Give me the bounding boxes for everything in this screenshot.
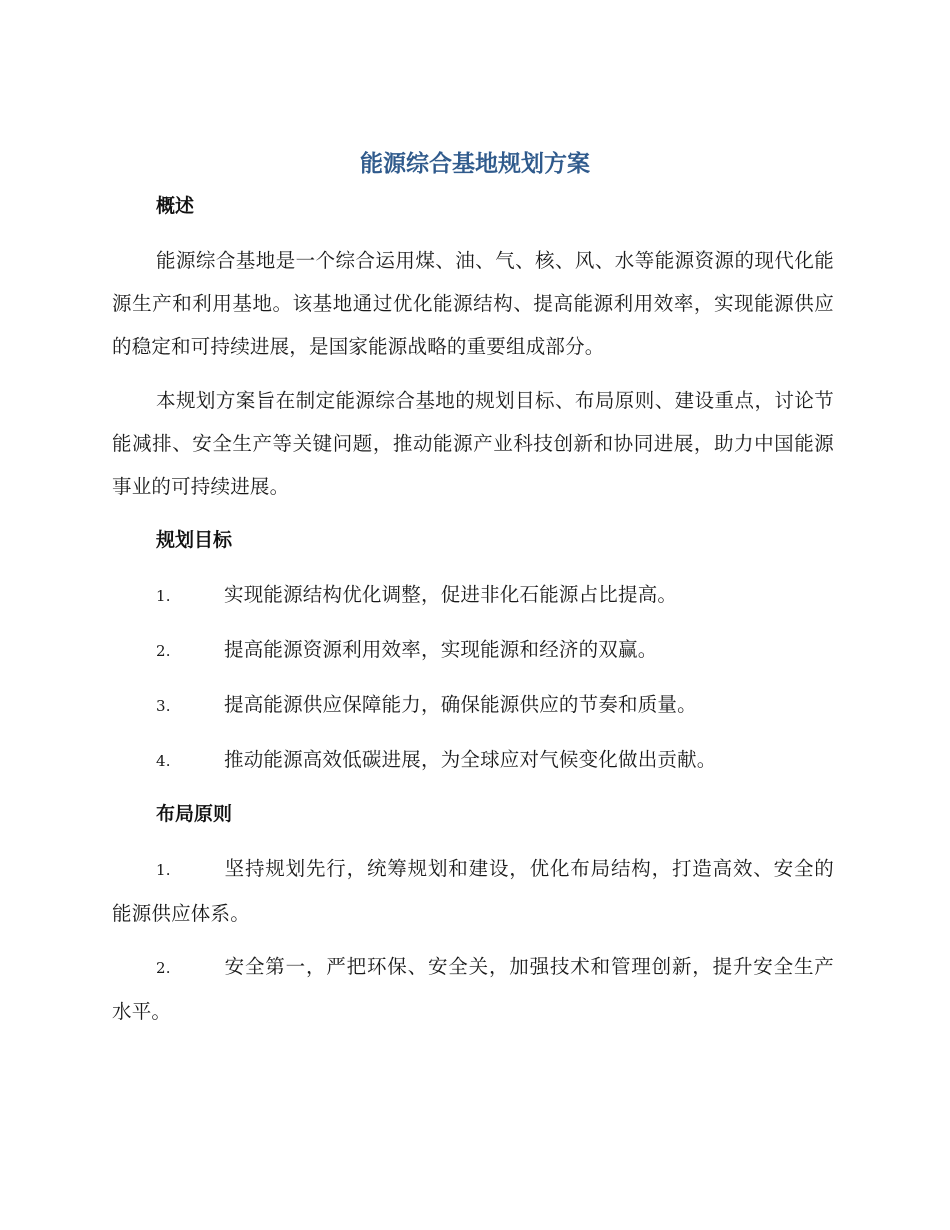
list-text: 提高能源资源利用效率，实现能源和经济的双赢。 <box>224 638 658 661</box>
list-number: 3. <box>156 697 171 715</box>
list-text: 实现能源结构优化调整，促进非化石能源占比提高。 <box>224 583 678 606</box>
overview-paragraph-2: 本规划方案旨在制定能源综合基地的规划目标、布局原则、建设重点，讨论节能减排、安全生产等关键问题，推动能源产业科技创新和协同进展，助力中国能源事业的可持续进展。 <box>112 389 834 498</box>
principle-item-2 <box>112 945 834 1033</box>
list-number: 2. <box>156 642 171 660</box>
goal-item-3 <box>112 683 834 728</box>
overview-paragraph-1: 能源综合基地是一个综合运用煤、油、气、核、风、水等能源资源的现代化能源生产和利用基地。该基地通过优化能源结构、提高能源利用效率，实现能源供应的稳定和可持续进展，是国家能源战略的重要组成部分。 <box>112 249 834 358</box>
list-number: 1. <box>156 861 171 879</box>
document-title: 能源综合基地规划方案 <box>360 151 590 177</box>
list-number: 4. <box>156 752 171 770</box>
goal-item-1 <box>112 573 834 618</box>
list-number: 2. <box>156 959 171 977</box>
section-heading-goals: 规划目标 <box>156 529 233 551</box>
list-number: 1. <box>156 587 171 605</box>
section-heading-principles: 布局原则 <box>156 803 233 825</box>
list-text: 提高能源供应保障能力，确保能源供应的节奏和质量。 <box>224 693 697 716</box>
section-heading-overview: 概述 <box>156 195 195 217</box>
goal-item-4 <box>112 738 834 783</box>
list-text: 坚持规划先行，统筹规划和建设，优化布局结构，打造高效、安全的能源供应体系。 <box>112 857 834 925</box>
principle-item-1 <box>112 847 834 935</box>
list-text: 推动能源高效低碳进展，为全球应对气候变化做出贡献。 <box>224 748 717 771</box>
goal-item-2 <box>112 628 834 673</box>
list-text: 安全第一，严把环保、安全关，加强技术和管理创新，提升安全生产水平。 <box>112 955 834 1023</box>
